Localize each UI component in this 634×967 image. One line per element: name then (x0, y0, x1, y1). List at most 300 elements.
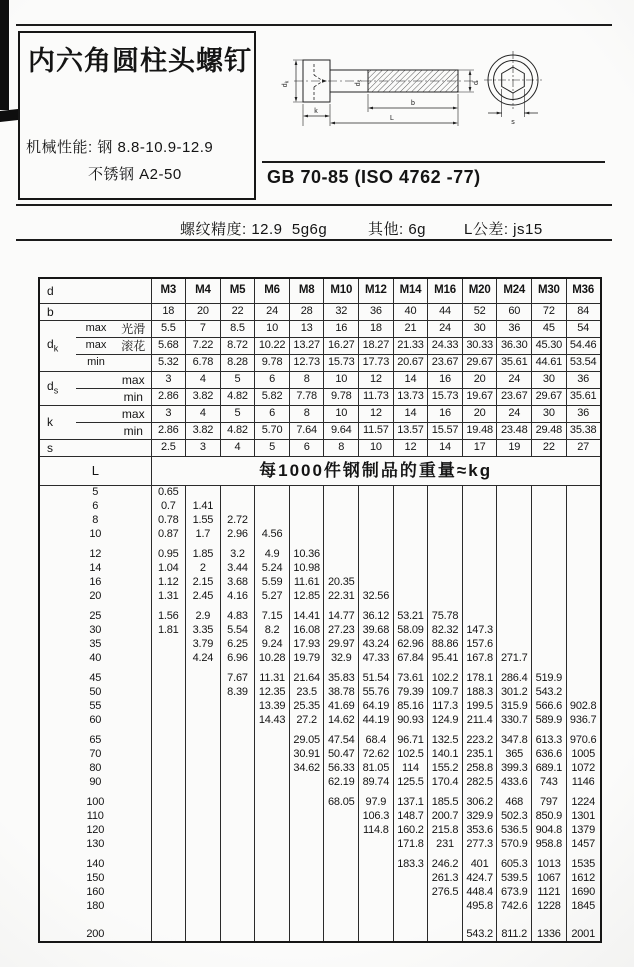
dim-value-cell: 8 (289, 371, 324, 388)
spacer-cell (255, 913, 290, 928)
limit-label: max (76, 337, 116, 354)
weight-value-cell (151, 685, 186, 699)
weight-row (39, 747, 601, 761)
dim-value-cell: 24 (497, 405, 532, 422)
weight-length-cell: 30 (89, 623, 102, 636)
finish-label: 光滑 (116, 320, 151, 337)
weight-value-cell (566, 671, 601, 685)
dim-value-cell: 30 (532, 405, 567, 422)
weight-value-cell (359, 513, 394, 527)
weight-value-cell: 29.97 (324, 637, 359, 651)
weight-value-cell (186, 823, 221, 837)
weight-length-cell: 45 (89, 671, 102, 684)
weight-row (39, 547, 601, 561)
size-col-header: M8 (289, 278, 324, 303)
size-col-header: M16 (428, 278, 463, 303)
length-tolerance-spec: L公差: js15 (464, 221, 543, 238)
weight-value-cell: 1121 (532, 885, 567, 899)
weight-value-cell: 95.41 (428, 651, 463, 665)
weight-value-cell (428, 899, 463, 913)
limit-label: min (116, 388, 151, 405)
weight-length-cell: 55 (89, 699, 102, 712)
weight-row (39, 623, 601, 637)
weight-value-cell (497, 575, 532, 589)
weight-value-cell (151, 699, 186, 713)
weight-value-cell (497, 485, 532, 499)
weight-row (39, 651, 601, 665)
dimension-table-container (38, 277, 602, 943)
weight-length-cell: 40 (89, 651, 102, 664)
weight-value-cell (532, 499, 567, 513)
weight-value-cell: 3.44 (220, 561, 255, 575)
weight-value-cell: 1379 (566, 823, 601, 837)
weight-value-cell: 1228 (532, 899, 567, 913)
weight-value-cell: 11.31 (255, 671, 290, 685)
row-label-dk (39, 320, 76, 371)
weight-value-cell: 117.3 (428, 699, 463, 713)
spacer-cell (428, 913, 463, 928)
weight-value-cell (359, 885, 394, 899)
extension-line (368, 94, 458, 126)
dim-value-cell: 5 (255, 439, 290, 456)
weight-value-cell (151, 809, 186, 823)
dim-value-cell: 22 (220, 303, 255, 320)
weight-value-cell: 4.9 (255, 547, 290, 561)
dim-value-cell: 13.27 (289, 337, 324, 354)
dim-value-cell: 6 (255, 371, 290, 388)
weight-value-cell: 1.56 (151, 609, 186, 623)
weight-value-cell: 235.1 (462, 747, 497, 761)
dim-value-cell: 16 (428, 405, 463, 422)
weight-value-cell: 797 (532, 795, 567, 809)
screw-thread (368, 70, 458, 92)
weight-value-cell: 188.3 (462, 685, 497, 699)
weight-value-cell (151, 775, 186, 789)
weight-value-cell: 90.93 (393, 713, 428, 727)
weight-value-cell (497, 589, 532, 603)
dim-value-cell: 5.82 (255, 388, 290, 405)
weight-value-cell: 73.61 (393, 671, 428, 685)
size-col-header: M30 (532, 278, 567, 303)
weight-value-cell: 147.3 (462, 623, 497, 637)
weight-value-cell (497, 499, 532, 513)
weight-value-cell: 16.08 (289, 623, 324, 637)
dim-value-cell: 35.61 (566, 388, 601, 405)
weight-value-cell (497, 623, 532, 637)
weight-value-cell (393, 871, 428, 885)
weight-value-cell (393, 527, 428, 541)
weight-value-cell (532, 609, 567, 623)
dim-value-cell: 8 (324, 439, 359, 456)
weight-value-cell: 17.93 (289, 637, 324, 651)
weight-value-cell (186, 928, 221, 942)
d-label: d (473, 81, 480, 85)
weight-value-cell (220, 809, 255, 823)
weight-value-cell: 34.62 (289, 761, 324, 775)
weight-value-cell (289, 871, 324, 885)
weight-value-cell (359, 857, 394, 871)
weight-value-cell (186, 809, 221, 823)
weight-value-cell (324, 561, 359, 575)
weight-value-cell (428, 589, 463, 603)
weight-value-cell: 970.6 (566, 733, 601, 747)
weight-value-cell (186, 899, 221, 913)
weight-value-cell: 13.39 (255, 699, 290, 713)
weight-value-cell (255, 499, 290, 513)
weight-value-cell (186, 837, 221, 851)
dim-value-cell: 3 (151, 405, 186, 422)
arrowhead (295, 60, 298, 65)
dim-value-cell: 44 (428, 303, 463, 320)
weight-value-cell (532, 485, 567, 499)
weight-value-cell (220, 499, 255, 513)
weight-value-cell: 53.21 (393, 609, 428, 623)
weight-value-cell (255, 885, 290, 899)
dim-row-k-min (39, 422, 601, 439)
arrowhead (497, 112, 502, 115)
weight-value-cell: 689.1 (532, 761, 567, 775)
weight-value-cell (151, 761, 186, 775)
weight-length-cell: 35 (89, 637, 102, 650)
weight-value-cell: 171.8 (393, 837, 428, 851)
dim-value-cell: 23.67 (497, 388, 532, 405)
dim-value-cell: 4.82 (220, 422, 255, 439)
weight-value-cell (497, 561, 532, 575)
dim-value-cell: 7.64 (289, 422, 324, 439)
label-base: d (47, 336, 54, 351)
weight-value-cell (462, 589, 497, 603)
weight-value-cell: 58.09 (393, 623, 428, 637)
row-label-s: s (39, 439, 151, 456)
dim-value-cell: 21.33 (393, 337, 428, 354)
k-label: k (314, 108, 318, 115)
weight-value-cell: 2.45 (186, 589, 221, 603)
dim-value-cell: 3.82 (186, 388, 221, 405)
dim-value-cell: 14 (428, 439, 463, 456)
weight-value-cell: 8.2 (255, 623, 290, 637)
weight-value-cell: 96.71 (393, 733, 428, 747)
weight-value-cell (324, 527, 359, 541)
weight-value-cell (393, 499, 428, 513)
dim-value-cell: 19.67 (462, 388, 497, 405)
weight-value-cell: 30.91 (289, 747, 324, 761)
weight-value-cell (220, 795, 255, 809)
dim-value-cell: 45.30 (532, 337, 567, 354)
technical-drawing (280, 42, 548, 142)
weight-value-cell: 1535 (566, 857, 601, 871)
weight-value-cell (532, 623, 567, 637)
weight-value-cell (151, 671, 186, 685)
dim-value-cell: 12 (393, 439, 428, 456)
dim-value-cell: 13 (289, 320, 324, 337)
weight-value-cell (220, 733, 255, 747)
weight-value-cell: 10.98 (289, 561, 324, 575)
dim-value-cell: 14 (393, 405, 428, 422)
weight-value-cell: 32.56 (359, 589, 394, 603)
weight-value-cell (462, 561, 497, 575)
dim-value-cell: 53.54 (566, 354, 601, 371)
dim-value-cell: 36.30 (497, 337, 532, 354)
spacer-cell (497, 913, 532, 928)
weight-row (39, 899, 601, 913)
weight-value-cell (393, 589, 428, 603)
weight-value-cell: 543.2 (462, 928, 497, 942)
weight-value-cell: 315.9 (497, 699, 532, 713)
dim-row-dk-min (39, 354, 601, 371)
dim-value-cell: 2.5 (151, 439, 186, 456)
weight-value-cell (324, 823, 359, 837)
dim-value-cell: 11.57 (359, 422, 394, 439)
weight-value-cell: 673.9 (497, 885, 532, 899)
weight-value-cell (186, 761, 221, 775)
weight-value-cell: 904.8 (532, 823, 567, 837)
weight-value-cell (220, 899, 255, 913)
weight-row (39, 713, 601, 727)
dim-value-cell: 24 (255, 303, 290, 320)
weight-value-cell: 55.76 (359, 685, 394, 699)
dim-value-cell: 8.72 (220, 337, 255, 354)
spacer-cell (359, 913, 394, 928)
weight-length-cell: 80 (89, 761, 102, 774)
weight-value-cell (566, 513, 601, 527)
weight-value-cell: 850.9 (532, 809, 567, 823)
weight-value-cell (151, 795, 186, 809)
weight-length-cell: 70 (89, 747, 102, 760)
dim-value-cell: 21 (393, 320, 428, 337)
weight-value-cell: 75.78 (428, 609, 463, 623)
limit-label: min (116, 422, 151, 439)
dim-value-cell: 29.48 (532, 422, 567, 439)
L-label: L (390, 115, 394, 122)
weight-value-cell: 1.41 (186, 499, 221, 513)
arrowhead (295, 97, 298, 102)
dim-value-cell: 10 (324, 405, 359, 422)
weight-body (39, 485, 601, 942)
weight-value-cell (532, 527, 567, 541)
weight-value-cell (151, 899, 186, 913)
weight-value-cell (255, 775, 290, 789)
weight-value-cell: 1067 (532, 871, 567, 885)
weight-value-cell (359, 928, 394, 942)
weight-value-cell: 306.2 (462, 795, 497, 809)
dim-row-b (39, 303, 601, 320)
dim-value-cell: 30 (462, 320, 497, 337)
weight-value-cell: 936.7 (566, 713, 601, 727)
dim-value-cell: 15.73 (428, 388, 463, 405)
weight-value-cell (255, 928, 290, 942)
weight-value-cell (462, 485, 497, 499)
weight-value-cell (220, 823, 255, 837)
weight-length-cell: 100 (86, 795, 105, 808)
weight-value-cell: 1336 (532, 928, 567, 942)
weight-value-cell (497, 637, 532, 651)
weight-value-cell: 14.41 (289, 609, 324, 623)
weight-value-cell (532, 561, 567, 575)
dim-value-cell: 24.33 (428, 337, 463, 354)
spacer-cell (393, 913, 428, 928)
weight-length-cell: 110 (86, 809, 104, 822)
size-col-header: M3 (151, 278, 186, 303)
weight-value-cell: 114 (393, 761, 428, 775)
weight-length-cell: 16 (89, 575, 102, 588)
weight-value-cell (462, 513, 497, 527)
weight-value-cell: 1.7 (186, 527, 221, 541)
weight-value-cell (220, 885, 255, 899)
weight-value-cell (393, 513, 428, 527)
spacer-cell (76, 388, 116, 405)
dim-value-cell: 18 (151, 303, 186, 320)
weight-value-cell (151, 885, 186, 899)
length-col-header: L (39, 456, 151, 485)
weight-value-cell (151, 928, 186, 942)
weight-value-cell: 7.67 (220, 671, 255, 685)
weight-value-cell: 0.95 (151, 547, 186, 561)
weight-value-cell: 6.96 (220, 651, 255, 665)
weight-value-cell: 1.04 (151, 561, 186, 575)
spacer-cell (186, 913, 221, 928)
weight-value-cell (289, 513, 324, 527)
dim-value-cell: 5.70 (255, 422, 290, 439)
dim-value-cell: 28 (289, 303, 324, 320)
weight-value-cell (289, 823, 324, 837)
weight-value-cell (497, 527, 532, 541)
weight-row (39, 795, 601, 809)
dim-value-cell: 72 (532, 303, 567, 320)
weight-value-cell (462, 609, 497, 623)
weight-length-cell: 180 (86, 899, 105, 912)
weight-value-cell: 23.5 (289, 685, 324, 699)
spacer-cell (462, 913, 497, 928)
weight-value-cell (532, 637, 567, 651)
weight-value-cell: 10.28 (255, 651, 290, 665)
weight-value-cell (359, 547, 394, 561)
b-label: b (411, 100, 415, 107)
weight-value-cell (220, 699, 255, 713)
size-header-row (39, 278, 601, 303)
dim-value-cell: 30 (532, 371, 567, 388)
weight-value-cell: 1.81 (151, 623, 186, 637)
weight-value-cell: 1301 (566, 809, 601, 823)
weight-value-cell: 43.24 (359, 637, 394, 651)
weight-value-cell (151, 857, 186, 871)
weight-value-cell: 72.62 (359, 747, 394, 761)
arrowhead (524, 112, 529, 115)
dim-value-cell: 35.61 (497, 354, 532, 371)
weight-value-cell: 67.84 (393, 651, 428, 665)
size-col-header: M24 (497, 278, 532, 303)
dim-value-cell: 20.67 (393, 354, 428, 371)
weight-value-cell: 6.25 (220, 637, 255, 651)
dim-value-cell: 36 (566, 405, 601, 422)
weight-value-cell: 0.87 (151, 527, 186, 541)
weight-value-cell: 1.31 (151, 589, 186, 603)
weight-value-cell: 1.85 (186, 547, 221, 561)
weight-value-cell: 5.27 (255, 589, 290, 603)
weight-value-cell (220, 928, 255, 942)
weight-value-cell (186, 685, 221, 699)
finish-label (116, 354, 151, 371)
dim-value-cell: 3 (186, 439, 221, 456)
weight-value-cell: 199.5 (462, 699, 497, 713)
weight-value-cell: 282.5 (462, 775, 497, 789)
weight-value-cell (497, 609, 532, 623)
weight-value-cell (186, 775, 221, 789)
weight-value-cell (289, 775, 324, 789)
weight-value-cell: 56.33 (324, 761, 359, 775)
weight-length-cell: 60 (89, 713, 102, 726)
weight-value-cell: 160.2 (393, 823, 428, 837)
weight-row (39, 823, 601, 837)
dim-value-cell: 6 (255, 405, 290, 422)
dim-value-cell: 14 (393, 371, 428, 388)
weight-value-cell: 3.79 (186, 637, 221, 651)
weight-value-cell (393, 575, 428, 589)
dim-value-cell: 40 (393, 303, 428, 320)
weight-value-cell: 543.2 (532, 685, 567, 699)
weight-value-cell: 211.4 (462, 713, 497, 727)
weight-value-cell (255, 857, 290, 871)
dim-value-cell: 3 (151, 371, 186, 388)
weight-value-cell: 79.39 (393, 685, 428, 699)
weight-value-cell: 399.3 (497, 761, 532, 775)
weight-value-cell (186, 747, 221, 761)
weight-value-cell: 2001 (566, 928, 601, 942)
dim-value-cell: 4 (186, 405, 221, 422)
arrowhead (330, 122, 335, 125)
size-col-header: M12 (359, 278, 394, 303)
weight-value-cell: 137.1 (393, 795, 428, 809)
weight-value-cell: 106.3 (359, 809, 394, 823)
dim-value-cell: 12 (359, 405, 394, 422)
divider (16, 24, 612, 26)
weight-value-cell (566, 637, 601, 651)
dim-value-cell: 52 (462, 303, 497, 320)
spacer-cell (39, 913, 151, 928)
weight-value-cell: 0.65 (151, 485, 186, 499)
weight-value-cell (289, 527, 324, 541)
dim-value-cell: 18 (359, 320, 394, 337)
weight-value-cell (393, 485, 428, 499)
weight-value-cell: 347.8 (497, 733, 532, 747)
s-label: s (511, 119, 515, 126)
weight-value-cell: 19.79 (289, 651, 324, 665)
weight-value-cell (255, 485, 290, 499)
weight-length-cell: 25 (89, 609, 102, 622)
dim-value-cell: 2.86 (151, 422, 186, 439)
weight-value-cell (566, 527, 601, 541)
dim-row-k-max (39, 405, 601, 422)
dim-value-cell: 10.22 (255, 337, 290, 354)
dim-value-cell: 45 (532, 320, 567, 337)
limit-label: min (76, 354, 116, 371)
weight-value-cell (255, 899, 290, 913)
weight-value-cell: 2.15 (186, 575, 221, 589)
dim-value-cell: 19 (497, 439, 532, 456)
dim-value-cell: 23.67 (428, 354, 463, 371)
dim-value-cell: 22 (532, 439, 567, 456)
weight-value-cell: 223.2 (462, 733, 497, 747)
spacer-cell (289, 913, 324, 928)
dim-value-cell: 16 (428, 371, 463, 388)
weight-value-cell (462, 547, 497, 561)
weight-length-cell: 140 (86, 857, 105, 870)
weight-value-cell (324, 513, 359, 527)
weight-table-title: 每1000件钢制品的重量≈kg (151, 456, 601, 485)
dim-value-cell: 4 (220, 439, 255, 456)
row-label-ds (39, 371, 76, 405)
weight-value-cell: 231 (428, 837, 463, 851)
weight-value-cell: 353.6 (462, 823, 497, 837)
